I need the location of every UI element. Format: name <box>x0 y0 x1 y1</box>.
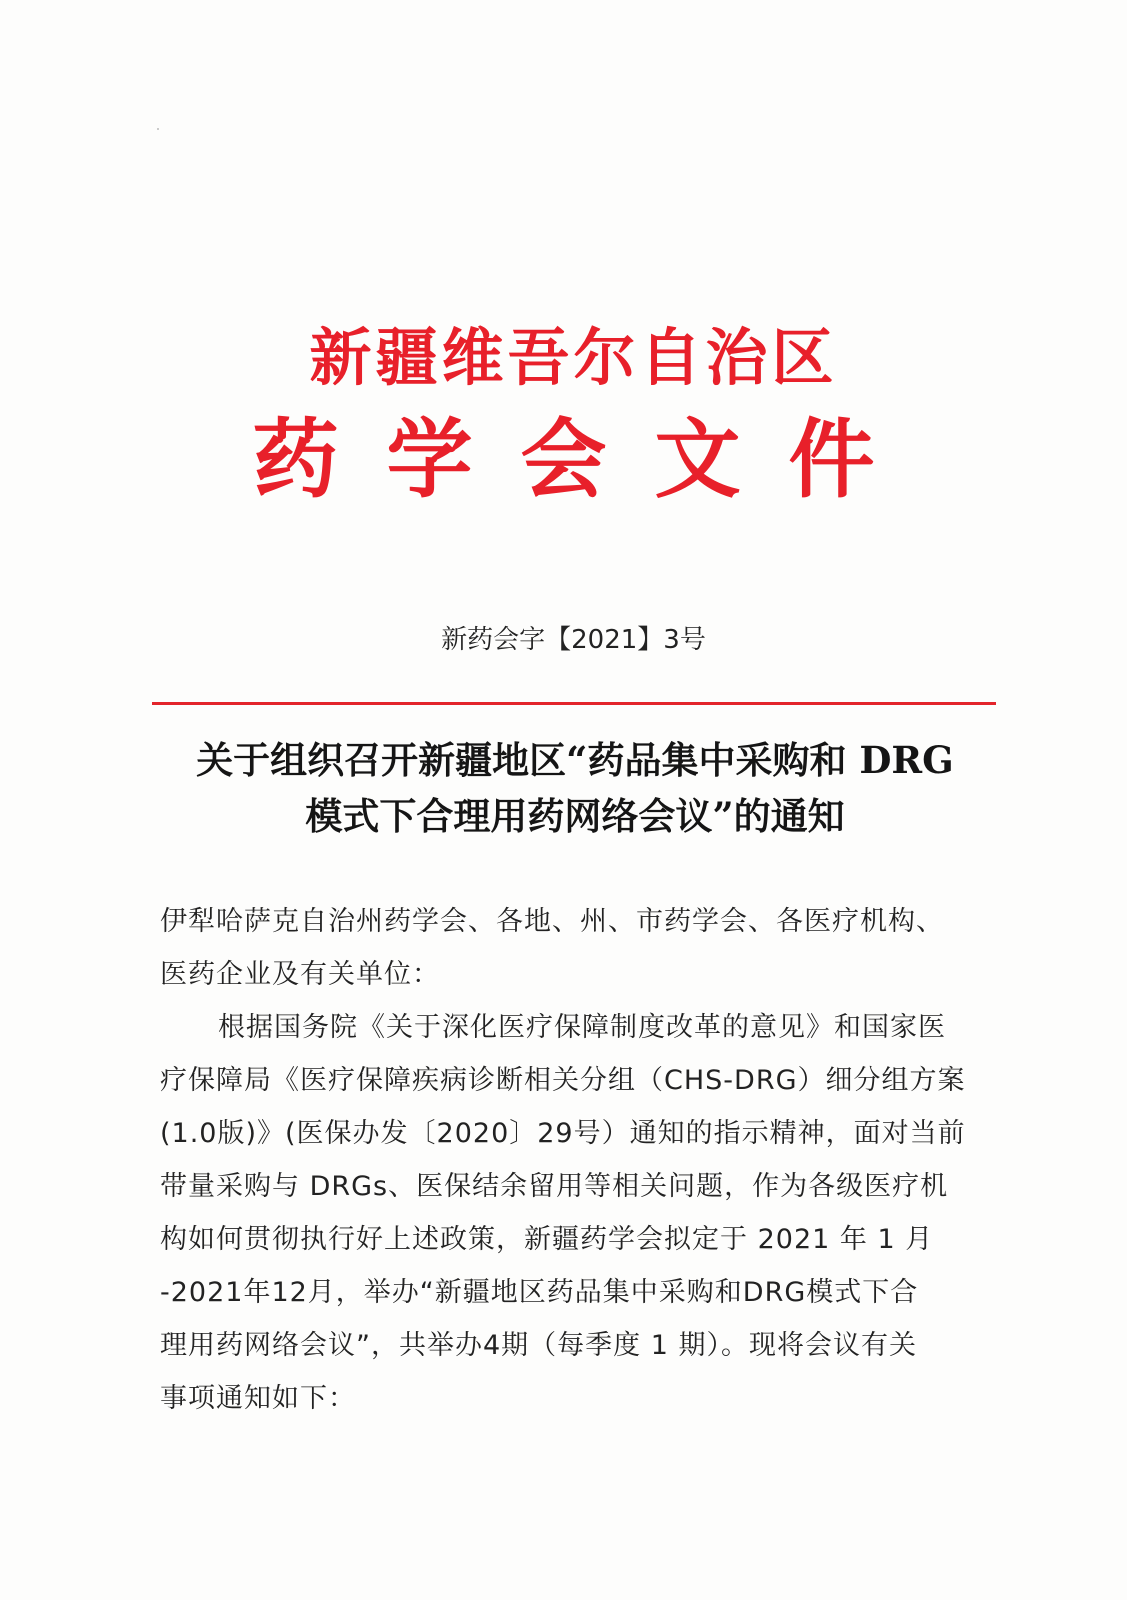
body-line-2: 疗保障局《医疗保障疾病诊断相关分组（CHS-DRG）细分组方案 <box>160 1065 966 1096</box>
body-line-3: (1.0版)》(医保办发〔2020〕29号）通知的指示精神，面对当前 <box>160 1118 966 1149</box>
letterhead-doc-type: 药学会文件 <box>252 409 923 510</box>
notice-title <box>150 732 1000 844</box>
body-line-6: -2021年12月，举办“新疆地区药品集中采购和DRG模式下合 <box>160 1277 919 1308</box>
body-line-8: 事项通知如下： <box>160 1383 356 1414</box>
notice-title-line-2: 模式下合理用药网络会议”的通知 <box>305 794 845 838</box>
addressee-line-2: 医药企业及有关单位： <box>160 959 440 990</box>
document-number: 新药会字【2021】3号 <box>441 625 706 655</box>
notice-title-line-1: 关于组织召开新疆地区“药品集中采购和 DRG <box>196 738 954 782</box>
addressee-line-1: 伊犁哈萨克自治州药学会、各地、州、市药学会、各医疗机构、 <box>160 906 944 937</box>
body-line-5: 构如何贯彻执行好上述政策，新疆药学会拟定于 2021 年 1 月 <box>160 1224 934 1255</box>
letterhead-org: 新疆维吾尔自治区 <box>309 321 838 394</box>
body-line-1: 根据国务院《关于深化医疗保障制度改革的意见》和国家医 <box>218 1012 946 1043</box>
scan-speck <box>157 128 159 130</box>
notice-body <box>160 895 996 1425</box>
body-line-7: 理用药网络会议”，共举办4期（每季度 1 期）。现将会议有关 <box>160 1330 918 1361</box>
body-line-4: 带量采购与 DRGs、医保结余留用等相关问题，作为各级医疗机 <box>160 1171 949 1202</box>
red-divider-line <box>152 702 996 705</box>
